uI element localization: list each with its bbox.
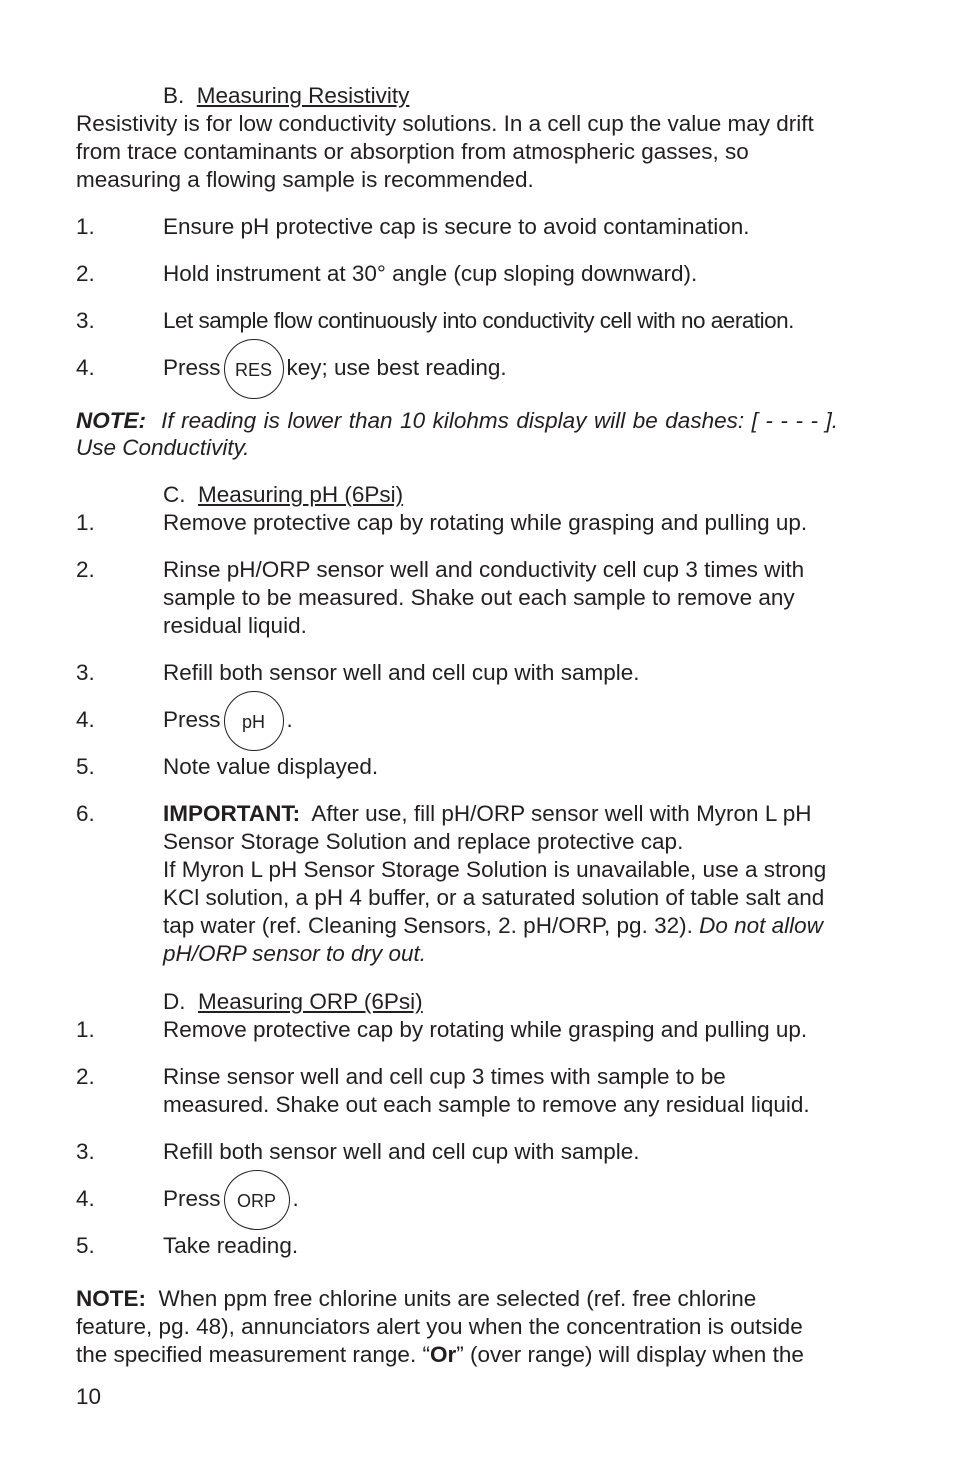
step-text: Refill both sensor well and cell cup with sample. bbox=[163, 660, 640, 686]
step-number: 5. bbox=[76, 1233, 95, 1259]
step-number: 4. bbox=[76, 707, 95, 733]
step-text: Remove protective cap by rotating while grasping and pulling up. bbox=[163, 1017, 808, 1043]
list-item bbox=[76, 213, 838, 241]
list-item bbox=[76, 1185, 838, 1213]
step-text: Rinse pH/ORP sensor well and conductivity cell cup 3 times with sample to be measured. Shake out each sample to remove any residual liquid. bbox=[163, 557, 805, 639]
step-number: 3. bbox=[76, 660, 95, 686]
page-content bbox=[76, 82, 838, 1369]
note-bold: Or bbox=[429, 1342, 457, 1368]
note-resistivity bbox=[76, 407, 838, 461]
list-item bbox=[76, 753, 838, 781]
note-label: NOTE: bbox=[76, 408, 146, 434]
list-item bbox=[76, 354, 838, 382]
list-item bbox=[76, 1063, 838, 1119]
step-text: Refill both sensor well and cell cup with sample. bbox=[163, 1139, 640, 1165]
list-item bbox=[76, 800, 838, 968]
list-item bbox=[76, 556, 838, 640]
section-b-letter: B. bbox=[163, 83, 185, 108]
step-number: 2. bbox=[76, 557, 95, 583]
step-text: After use, fill pH/ORP sensor well with Myron L pH Sensor Storage Solution and replace protective cap. bbox=[163, 801, 812, 855]
step-text: Ensure pH protective cap is secure to avoid contamination. bbox=[163, 214, 750, 239]
important-label: IMPORTANT: bbox=[163, 801, 301, 827]
step-number: 4. bbox=[76, 1186, 95, 1212]
step-warning: Do not allow pH/ORP sensor to dry out. bbox=[163, 913, 823, 967]
step-text: Press bbox=[163, 1186, 221, 1212]
step-number: 1. bbox=[76, 510, 95, 536]
section-c-letter: C. bbox=[163, 482, 186, 508]
step-text: Hold instrument at 30° angle (cup sloping downward). bbox=[163, 261, 698, 286]
note-chlorine bbox=[76, 1285, 838, 1369]
step-text: If Myron L pH Sensor Storage Solution is unavailable, use a strong KCl solution, a pH 4 buffer, or a saturated solution of table salt and tap water (ref. Cleaning Sensors, 2. pH/ORP, pg. 32). bbox=[163, 857, 827, 939]
step-number: 2. bbox=[76, 261, 95, 286]
step-text: . bbox=[286, 707, 293, 733]
step-text: Take reading. bbox=[163, 1233, 299, 1259]
section-b-heading bbox=[76, 82, 838, 110]
page-number: 10 bbox=[76, 1384, 102, 1409]
step-text: Press bbox=[163, 355, 221, 380]
section-d-title: Measuring ORP (6Psi) bbox=[198, 989, 423, 1015]
step-text: Let sample flow continuously into conductivity cell with no aeration. bbox=[163, 308, 794, 333]
list-item bbox=[76, 509, 838, 537]
step-text: Press bbox=[163, 707, 221, 733]
step-number: 4. bbox=[76, 355, 95, 380]
list-item bbox=[76, 307, 838, 335]
orp-key-icon: ORP bbox=[224, 1170, 290, 1230]
step-number: 6. bbox=[76, 801, 95, 827]
step-number: 2. bbox=[76, 1064, 95, 1090]
section-c-heading bbox=[76, 481, 838, 509]
list-item bbox=[76, 659, 838, 687]
list-item bbox=[76, 1232, 838, 1260]
section-b-intro: Resistivity is for low conductivity solutions. In a cell cup the value may drift from trace contaminants or absorption from atmospheric gasses, so measuring a flowing sample is recommended. bbox=[76, 111, 814, 192]
step-number: 1. bbox=[76, 1017, 95, 1043]
note-text: ” (over range) will display when the bbox=[456, 1342, 804, 1368]
step-text: key; use best reading. bbox=[286, 355, 507, 380]
step-text: Rinse sensor well and cell cup 3 times with sample to be measured. Shake out each sample to remove any residual liquid. bbox=[163, 1064, 810, 1118]
list-item bbox=[76, 706, 838, 734]
list-item bbox=[76, 1016, 838, 1044]
step-number: 1. bbox=[76, 214, 95, 239]
step-number: 5. bbox=[76, 754, 95, 780]
note-text: When ppm free chlorine units are selected (ref. free chlorine feature, pg. 48), annunciators alert you when the concentration is outside the specified measurement range. “ bbox=[76, 1286, 803, 1368]
section-d-heading bbox=[76, 988, 838, 1016]
note-label: NOTE: bbox=[76, 1286, 146, 1312]
res-key-icon: RES bbox=[224, 339, 284, 399]
step-text: Remove protective cap by rotating while grasping and pulling up. bbox=[163, 510, 808, 536]
note-text: If reading is lower than 10 kilohms display will be dashes: [ - - - - ]. Use Conductivity. bbox=[76, 408, 838, 461]
step-number: 3. bbox=[76, 308, 95, 333]
section-d-letter: D. bbox=[163, 989, 186, 1015]
step-text: . bbox=[292, 1186, 299, 1212]
list-item bbox=[76, 260, 838, 288]
step-text: Note value displayed. bbox=[163, 754, 379, 780]
list-item bbox=[76, 1138, 838, 1166]
section-c-title: Measuring pH (6Psi) bbox=[198, 482, 404, 508]
section-b-title: Measuring Resistivity bbox=[196, 83, 410, 108]
ph-key-icon: pH bbox=[224, 691, 284, 751]
step-number: 3. bbox=[76, 1139, 95, 1165]
